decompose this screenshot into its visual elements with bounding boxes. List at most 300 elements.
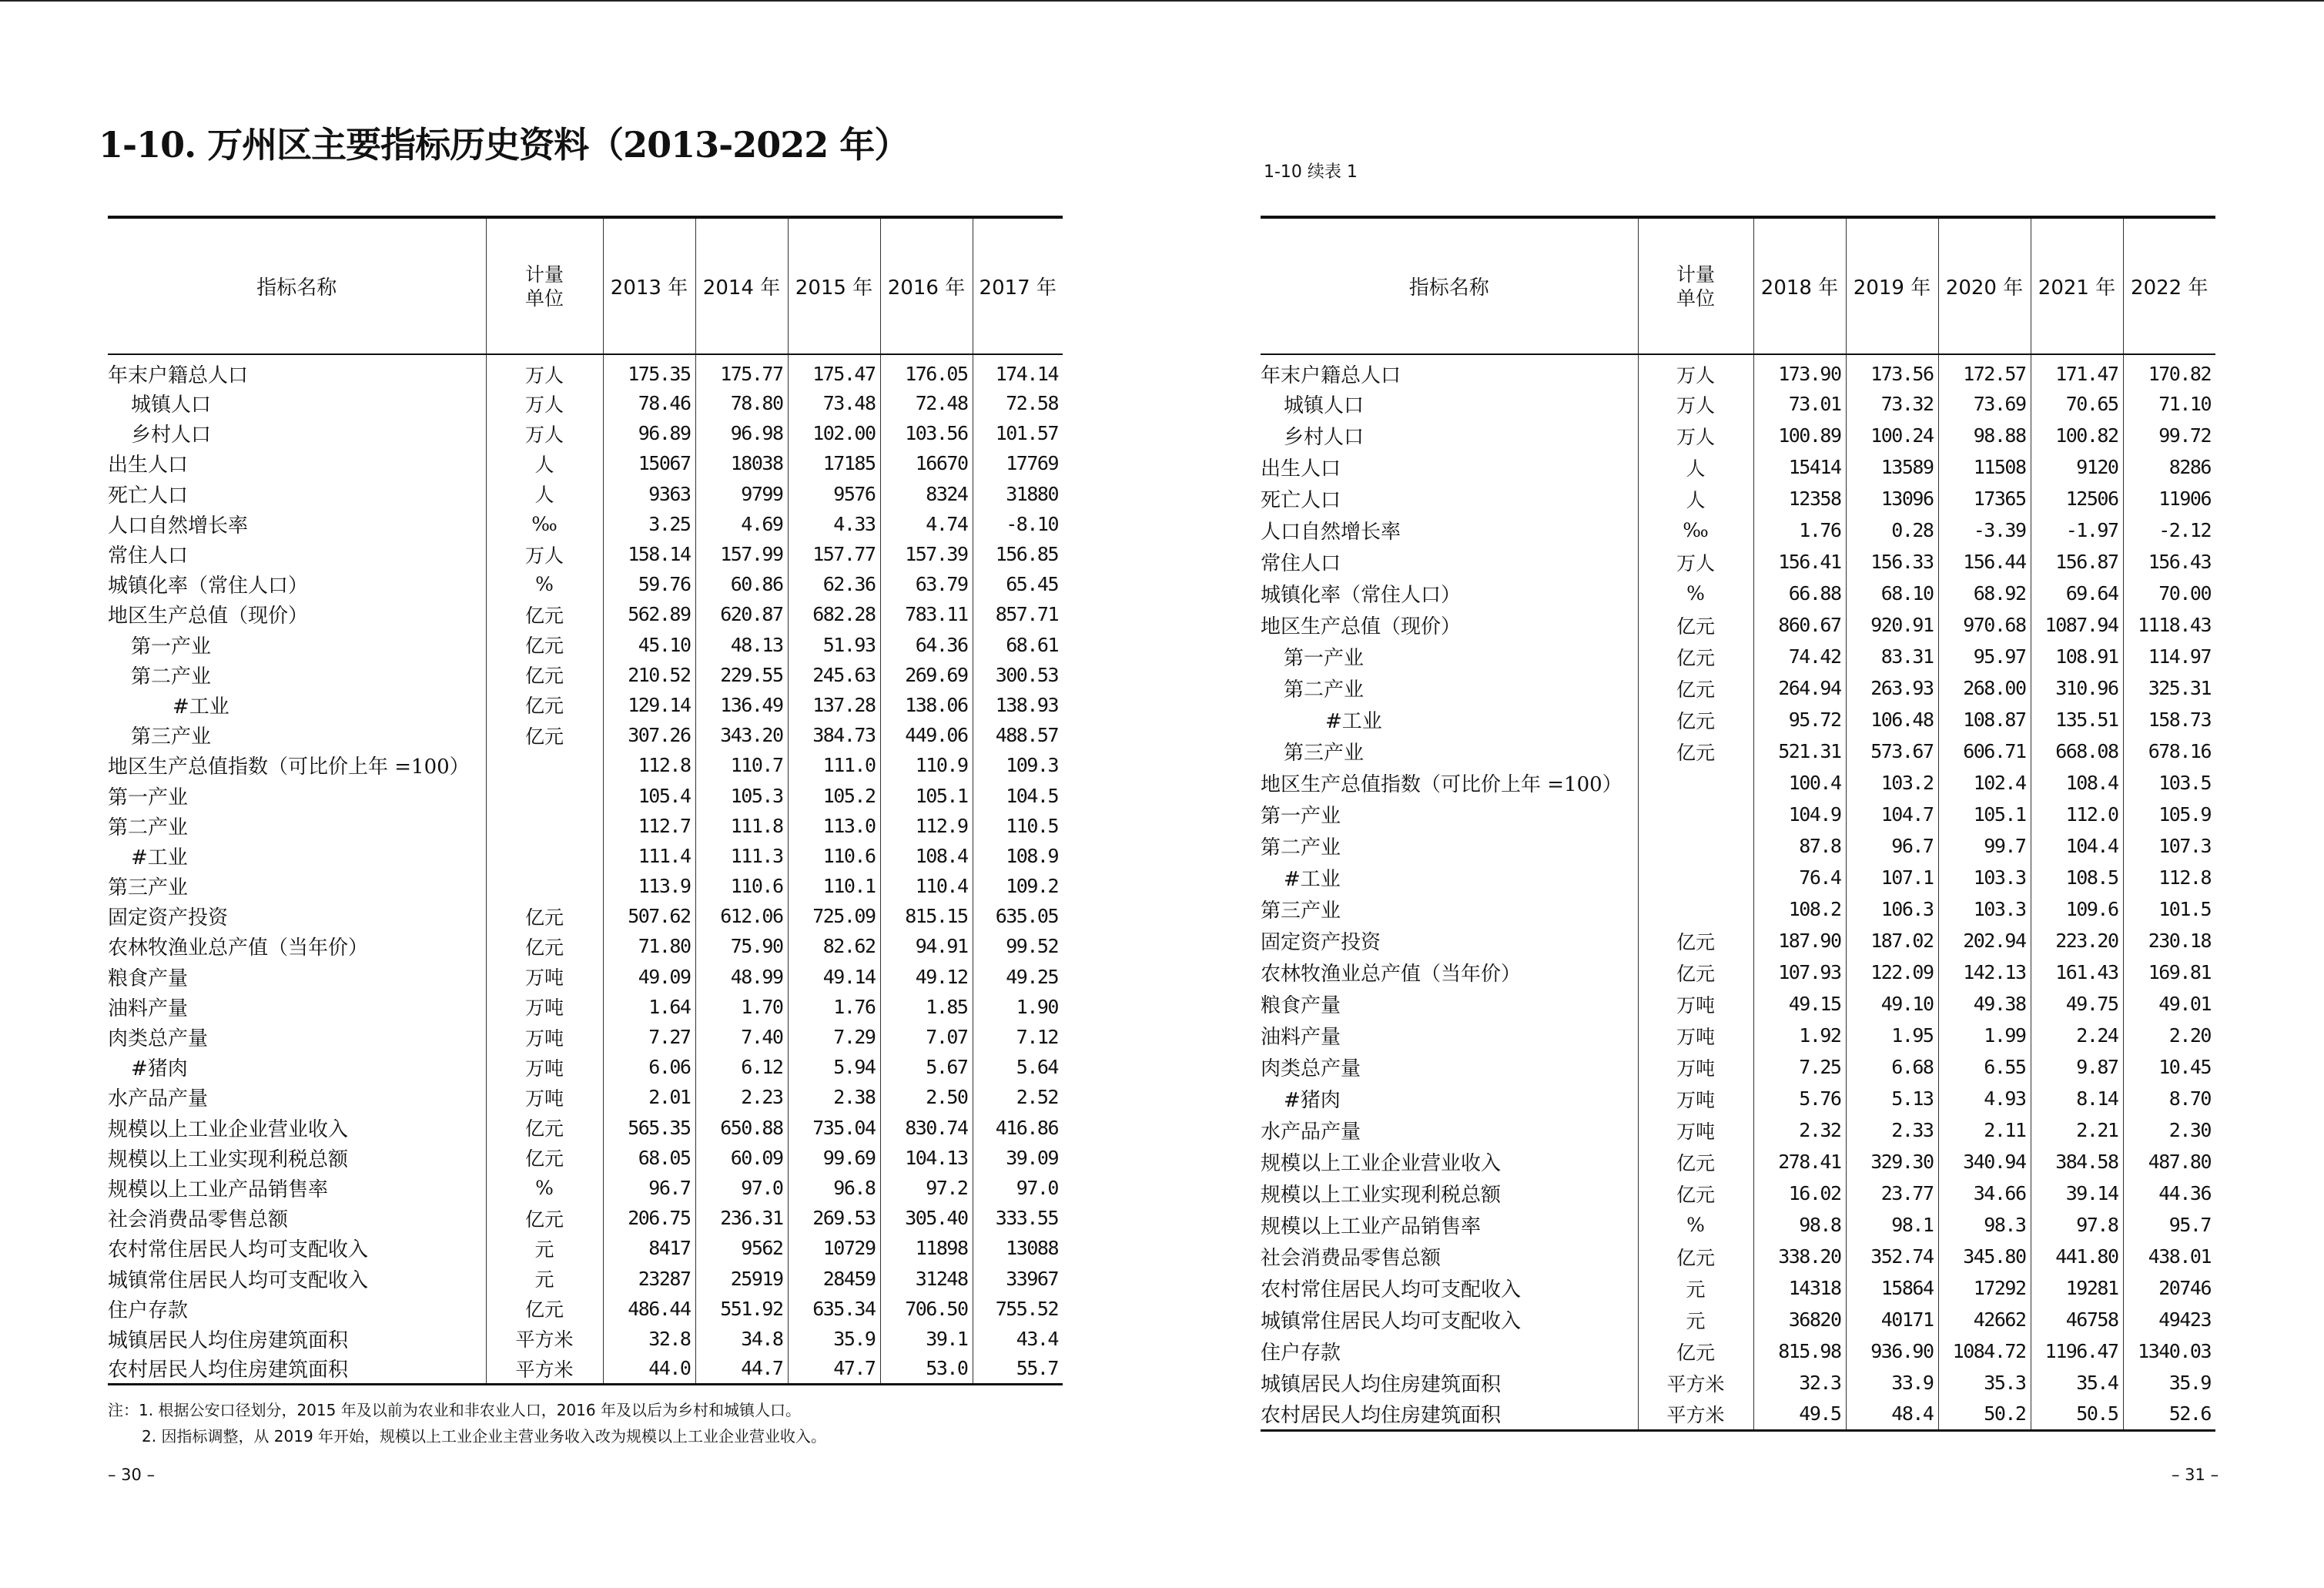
unit-cell: 亿元 bbox=[1638, 641, 1753, 672]
value-cell: 103.5 bbox=[2123, 767, 2215, 799]
value-cell: 108.4 bbox=[2031, 767, 2123, 799]
indicator-name: 规模以上工业企业营业收入 bbox=[1261, 1152, 1502, 1175]
indicator-name: #工业 bbox=[172, 695, 229, 719]
value-cell: 106.48 bbox=[1846, 704, 1938, 735]
value-cell: 105.1 bbox=[1938, 799, 2031, 830]
value-cell: 42662 bbox=[1938, 1304, 2031, 1335]
indicator-name: 第二产业 bbox=[131, 665, 212, 688]
value-cell: 307.26 bbox=[603, 720, 695, 750]
value-cell: 1.76 bbox=[788, 992, 880, 1022]
unit-cell bbox=[486, 871, 603, 901]
value-cell: 108.5 bbox=[2031, 862, 2123, 893]
value-cell: 1196.47 bbox=[2031, 1335, 2123, 1367]
value-cell: 920.91 bbox=[1846, 609, 1938, 641]
value-cell: 735.04 bbox=[788, 1113, 880, 1143]
indicator-name: 人口自然增长率 bbox=[108, 514, 249, 538]
value-cell: 60.86 bbox=[695, 569, 788, 599]
right-table-body bbox=[1261, 354, 2215, 1430]
table-row bbox=[108, 388, 1063, 418]
value-cell: 35.9 bbox=[788, 1324, 880, 1354]
value-cell: 111.3 bbox=[695, 841, 788, 871]
value-cell: 48.99 bbox=[695, 962, 788, 992]
indicator-name: 第三产业 bbox=[1284, 742, 1365, 765]
value-cell: -1.97 bbox=[2031, 514, 2123, 546]
indicator-name: 第一产业 bbox=[108, 786, 189, 809]
value-cell: 138.93 bbox=[973, 690, 1063, 720]
value-cell: -2.12 bbox=[2123, 514, 2215, 546]
table-row bbox=[1261, 988, 2215, 1020]
value-cell: 176.05 bbox=[880, 354, 973, 388]
header-year: 2013 年 bbox=[603, 217, 695, 354]
value-cell: 6.68 bbox=[1846, 1051, 1938, 1083]
value-cell: 158.73 bbox=[2123, 704, 2215, 735]
value-cell: 122.09 bbox=[1846, 956, 1938, 988]
value-cell: 108.2 bbox=[1753, 893, 1846, 925]
value-cell: 48.4 bbox=[1846, 1399, 1938, 1430]
value-cell: 305.40 bbox=[880, 1203, 973, 1233]
indicator-name: 出生人口 bbox=[1261, 457, 1341, 481]
value-cell: 1340.03 bbox=[2123, 1335, 2215, 1367]
unit-cell: 亿元 bbox=[486, 931, 603, 961]
value-cell: 99.69 bbox=[788, 1143, 880, 1173]
indicator-name: #工业 bbox=[1325, 710, 1382, 733]
value-cell: 14318 bbox=[1753, 1272, 1846, 1304]
indicator-name: 城镇常住居民人均可支配收入 bbox=[108, 1268, 369, 1292]
value-cell: 229.55 bbox=[695, 660, 788, 690]
value-cell: 1.90 bbox=[973, 992, 1063, 1022]
table-row bbox=[108, 418, 1063, 448]
unit-cell: 元 bbox=[486, 1233, 603, 1263]
header-year: 2015 年 bbox=[788, 217, 880, 354]
value-cell: 49.10 bbox=[1846, 988, 1938, 1020]
indicator-name: 社会消费品零售总额 bbox=[1261, 1247, 1442, 1270]
value-cell: 64.36 bbox=[880, 630, 973, 660]
value-cell: 11906 bbox=[2123, 483, 2215, 514]
value-cell: 783.11 bbox=[880, 599, 973, 629]
value-cell: 100.24 bbox=[1846, 420, 1938, 451]
indicator-name: 常住人口 bbox=[1261, 552, 1341, 575]
unit-cell: % bbox=[1638, 578, 1753, 609]
table-row bbox=[1261, 767, 2215, 799]
value-cell: 137.28 bbox=[788, 690, 880, 720]
indicator-name: 农林牧渔业总产值（当年价） bbox=[108, 936, 369, 960]
value-cell: 100.4 bbox=[1753, 767, 1846, 799]
value-cell: 488.57 bbox=[973, 720, 1063, 750]
value-cell: 2.23 bbox=[695, 1082, 788, 1112]
unit-cell: 人 bbox=[486, 448, 603, 478]
indicator-name: 城镇常住居民人均可支配收入 bbox=[1261, 1310, 1522, 1333]
header-unit-line2: 单位 bbox=[1676, 286, 1715, 310]
value-cell: 2.21 bbox=[2031, 1114, 2123, 1146]
unit-cell: % bbox=[1638, 1209, 1753, 1241]
value-cell: 135.51 bbox=[2031, 704, 2123, 735]
table-row bbox=[1261, 1209, 2215, 1241]
value-cell: 5.76 bbox=[1753, 1083, 1846, 1114]
value-cell: 49.5 bbox=[1753, 1399, 1846, 1430]
value-cell: 43.4 bbox=[973, 1324, 1063, 1354]
value-cell: 73.69 bbox=[1938, 388, 2031, 420]
value-cell: 310.96 bbox=[2031, 672, 2123, 704]
value-cell: 17185 bbox=[788, 448, 880, 478]
value-cell: 105.3 bbox=[695, 780, 788, 810]
value-cell: 487.80 bbox=[2123, 1146, 2215, 1178]
table-row bbox=[1261, 1146, 2215, 1178]
top-border-rule bbox=[0, 0, 2324, 2]
unit-cell: 平方米 bbox=[1638, 1399, 1753, 1430]
footnote-1: 注：1. 根据公安口径划分，2015 年及以前为农业和非农业人口，2016 年及以后为乡村和城镇人口。 bbox=[108, 1401, 801, 1419]
value-cell: 68.10 bbox=[1846, 578, 1938, 609]
value-cell: 635.34 bbox=[788, 1294, 880, 1324]
table-row bbox=[108, 660, 1063, 690]
indicator-name: 第一产业 bbox=[1284, 647, 1365, 670]
value-cell: 97.2 bbox=[880, 1173, 973, 1203]
value-cell: 98.88 bbox=[1938, 420, 2031, 451]
unit-cell bbox=[1638, 830, 1753, 862]
table-row bbox=[1261, 1051, 2215, 1083]
table-row bbox=[108, 811, 1063, 841]
value-cell: 11508 bbox=[1938, 451, 2031, 483]
value-cell: 44.36 bbox=[2123, 1178, 2215, 1209]
value-cell: 8324 bbox=[880, 479, 973, 509]
unit-cell: 亿元 bbox=[1638, 1178, 1753, 1209]
table-row bbox=[108, 750, 1063, 780]
indicator-name: 死亡人口 bbox=[108, 484, 189, 508]
value-cell: 8.70 bbox=[2123, 1083, 2215, 1114]
table-row bbox=[1261, 956, 2215, 988]
table-row bbox=[1261, 514, 2215, 546]
indicator-name: 第二产业 bbox=[1261, 836, 1341, 859]
value-cell: 1.85 bbox=[880, 992, 973, 1022]
unit-cell: 平方米 bbox=[486, 1324, 603, 1354]
value-cell: 113.9 bbox=[603, 871, 695, 901]
footnote-2: 2. 因指标调整，从 2019 年开始，规模以上工业企业主营业务收入改为规模以上工业企业营业收入。 bbox=[142, 1427, 827, 1446]
value-cell: 263.93 bbox=[1846, 672, 1938, 704]
value-cell: 49.14 bbox=[788, 962, 880, 992]
value-cell: 573.67 bbox=[1846, 735, 1938, 767]
value-cell: 13088 bbox=[973, 1233, 1063, 1263]
table-row bbox=[1261, 1020, 2215, 1051]
value-cell: 35.3 bbox=[1938, 1367, 2031, 1399]
value-cell: 7.29 bbox=[788, 1022, 880, 1052]
value-cell: 606.71 bbox=[1938, 735, 2031, 767]
value-cell: 96.98 bbox=[695, 418, 788, 448]
table-row bbox=[108, 931, 1063, 961]
value-cell: 39.14 bbox=[2031, 1178, 2123, 1209]
value-cell: 96.7 bbox=[603, 1173, 695, 1203]
header-year: 2021 年 bbox=[2031, 217, 2123, 354]
value-cell: -3.39 bbox=[1938, 514, 2031, 546]
table-row bbox=[108, 720, 1063, 750]
unit-cell: 万吨 bbox=[1638, 988, 1753, 1020]
unit-cell: 亿元 bbox=[486, 720, 603, 750]
value-cell: 49.01 bbox=[2123, 988, 2215, 1020]
value-cell: 95.72 bbox=[1753, 704, 1846, 735]
value-cell: 96.7 bbox=[1846, 830, 1938, 862]
value-cell: 635.05 bbox=[973, 901, 1063, 931]
indicator-name: 规模以上工业产品销售率 bbox=[108, 1178, 329, 1201]
value-cell: 19281 bbox=[2031, 1272, 2123, 1304]
unit-cell: 元 bbox=[1638, 1304, 1753, 1335]
unit-cell: 亿元 bbox=[1638, 704, 1753, 735]
value-cell: 110.6 bbox=[695, 871, 788, 901]
value-cell: 108.91 bbox=[2031, 641, 2123, 672]
unit-cell: 万吨 bbox=[486, 1052, 603, 1082]
value-cell: 12358 bbox=[1753, 483, 1846, 514]
indicator-name: 固定资产投资 bbox=[108, 906, 229, 930]
value-cell: 96.8 bbox=[788, 1173, 880, 1203]
value-cell: 40171 bbox=[1846, 1304, 1938, 1335]
table-row bbox=[108, 1233, 1063, 1263]
value-cell: 108.87 bbox=[1938, 704, 2031, 735]
value-cell: 100.82 bbox=[2031, 420, 2123, 451]
value-cell: 2.11 bbox=[1938, 1114, 2031, 1146]
value-cell: 78.46 bbox=[603, 388, 695, 418]
table-row bbox=[1261, 483, 2215, 514]
indicator-name: 农村常住居民人均可支配收入 bbox=[108, 1238, 369, 1262]
value-cell: 138.06 bbox=[880, 690, 973, 720]
indicator-name: 肉类总产量 bbox=[1261, 1057, 1361, 1080]
table-row bbox=[108, 1354, 1063, 1384]
indicator-name: 住户存款 bbox=[1261, 1342, 1341, 1365]
unit-cell: 亿元 bbox=[1638, 956, 1753, 988]
value-cell: 10729 bbox=[788, 1233, 880, 1263]
unit-cell: 万吨 bbox=[1638, 1051, 1753, 1083]
value-cell: 65.45 bbox=[973, 569, 1063, 599]
value-cell: 110.1 bbox=[788, 871, 880, 901]
table-row bbox=[1261, 420, 2215, 451]
value-cell: 236.31 bbox=[695, 1203, 788, 1233]
value-cell: -8.10 bbox=[973, 509, 1063, 539]
value-cell: 102.00 bbox=[788, 418, 880, 448]
value-cell: 44.7 bbox=[695, 1354, 788, 1384]
value-cell: 156.41 bbox=[1753, 546, 1846, 578]
indicator-name: 城镇化率（常住人口） bbox=[1261, 584, 1462, 607]
unit-cell: 万人 bbox=[1638, 354, 1753, 388]
table-row bbox=[1261, 1367, 2215, 1399]
value-cell: 50.5 bbox=[2031, 1399, 2123, 1430]
unit-cell: 亿元 bbox=[1638, 1241, 1753, 1272]
value-cell: 17292 bbox=[1938, 1272, 2031, 1304]
header-year: 2018 年 bbox=[1753, 217, 1846, 354]
indicator-name: 农林牧渔业总产值（当年价） bbox=[1261, 963, 1522, 986]
value-cell: 110.4 bbox=[880, 871, 973, 901]
table-row bbox=[108, 962, 1063, 992]
unit-cell: 亿元 bbox=[486, 690, 603, 720]
unit-cell: 万人 bbox=[486, 354, 603, 388]
indicator-name: 肉类总产量 bbox=[108, 1027, 209, 1051]
indicator-name: 常住人口 bbox=[108, 544, 189, 568]
value-cell: 9.87 bbox=[2031, 1051, 2123, 1083]
footnotes bbox=[108, 1397, 826, 1449]
value-cell: 39.09 bbox=[973, 1143, 1063, 1173]
value-cell: 35.4 bbox=[2031, 1367, 2123, 1399]
header-year: 2016 年 bbox=[880, 217, 973, 354]
value-cell: 5.13 bbox=[1846, 1083, 1938, 1114]
unit-cell: 亿元 bbox=[486, 901, 603, 931]
value-cell: 156.85 bbox=[973, 539, 1063, 569]
right-table-header-row bbox=[1261, 217, 2215, 354]
table-row bbox=[1261, 641, 2215, 672]
value-cell: 416.86 bbox=[973, 1113, 1063, 1143]
table-row bbox=[108, 1173, 1063, 1203]
unit-cell: 万人 bbox=[486, 388, 603, 418]
unit-cell bbox=[486, 841, 603, 871]
indicator-name: 规模以上工业企业营业收入 bbox=[108, 1117, 349, 1141]
value-cell: 33967 bbox=[973, 1263, 1063, 1293]
left-indicator-table bbox=[108, 216, 1063, 1385]
table-row bbox=[108, 1143, 1063, 1173]
left-table-header-row bbox=[108, 217, 1063, 354]
header-year: 2019 年 bbox=[1846, 217, 1938, 354]
indicator-name: 第三产业 bbox=[108, 876, 189, 900]
table-row bbox=[1261, 451, 2215, 483]
table-row bbox=[108, 1022, 1063, 1052]
unit-cell bbox=[1638, 799, 1753, 830]
value-cell: 668.08 bbox=[2031, 735, 2123, 767]
value-cell: 1.92 bbox=[1753, 1020, 1846, 1051]
value-cell: 860.67 bbox=[1753, 609, 1846, 641]
value-cell: 507.62 bbox=[603, 901, 695, 931]
value-cell: 101.57 bbox=[973, 418, 1063, 448]
value-cell: 333.55 bbox=[973, 1203, 1063, 1233]
value-cell: 9576 bbox=[788, 479, 880, 509]
value-cell: 35.9 bbox=[2123, 1367, 2215, 1399]
table-row bbox=[108, 599, 1063, 629]
value-cell: 9363 bbox=[603, 479, 695, 509]
value-cell: 113.0 bbox=[788, 811, 880, 841]
value-cell: 175.35 bbox=[603, 354, 695, 388]
value-cell: 55.7 bbox=[973, 1354, 1063, 1384]
value-cell: 105.4 bbox=[603, 780, 695, 810]
table-row bbox=[108, 871, 1063, 901]
continuation-subtitle: 1-10 续表 1 bbox=[1264, 162, 1358, 182]
value-cell: 6.12 bbox=[695, 1052, 788, 1082]
value-cell: 110.5 bbox=[973, 811, 1063, 841]
value-cell: 174.14 bbox=[973, 354, 1063, 388]
value-cell: 48.13 bbox=[695, 630, 788, 660]
indicator-name: 地区生产总值指数（可比价上年 =100） bbox=[1261, 773, 1622, 796]
value-cell: 1.76 bbox=[1753, 514, 1846, 546]
value-cell: 39.1 bbox=[880, 1324, 973, 1354]
value-cell: 16670 bbox=[880, 448, 973, 478]
value-cell: 112.7 bbox=[603, 811, 695, 841]
value-cell: 1087.94 bbox=[2031, 609, 2123, 641]
value-cell: 0.28 bbox=[1846, 514, 1938, 546]
page-number-right: – 31 – bbox=[2172, 1466, 2219, 1484]
unit-cell: 万吨 bbox=[1638, 1020, 1753, 1051]
value-cell: 4.74 bbox=[880, 509, 973, 539]
value-cell: 173.56 bbox=[1846, 354, 1938, 388]
table-row bbox=[1261, 1241, 2215, 1272]
value-cell: 175.47 bbox=[788, 354, 880, 388]
value-cell: 15414 bbox=[1753, 451, 1846, 483]
table-row bbox=[1261, 799, 2215, 830]
value-cell: 107.93 bbox=[1753, 956, 1846, 988]
table-row bbox=[108, 901, 1063, 931]
unit-cell: 人 bbox=[1638, 451, 1753, 483]
value-cell: 103.56 bbox=[880, 418, 973, 448]
value-cell: 173.90 bbox=[1753, 354, 1846, 388]
value-cell: 5.64 bbox=[973, 1052, 1063, 1082]
value-cell: 97.0 bbox=[695, 1173, 788, 1203]
value-cell: 71.80 bbox=[603, 931, 695, 961]
value-cell: 70.00 bbox=[2123, 578, 2215, 609]
value-cell: 104.5 bbox=[973, 780, 1063, 810]
indicator-name: 规模以上工业实现利税总额 bbox=[108, 1147, 349, 1171]
value-cell: 4.69 bbox=[695, 509, 788, 539]
table-row bbox=[108, 1263, 1063, 1293]
value-cell: 70.65 bbox=[2031, 388, 2123, 420]
indicator-name: 第一产业 bbox=[131, 635, 212, 658]
table-row bbox=[1261, 1114, 2215, 1146]
indicator-name: 城镇人口 bbox=[1284, 394, 1365, 417]
unit-cell: 人 bbox=[1638, 483, 1753, 514]
value-cell: 110.9 bbox=[880, 750, 973, 780]
table-row bbox=[108, 780, 1063, 810]
value-cell: 3.25 bbox=[603, 509, 695, 539]
value-cell: 441.80 bbox=[2031, 1241, 2123, 1272]
value-cell: 157.99 bbox=[695, 539, 788, 569]
value-cell: 970.68 bbox=[1938, 609, 2031, 641]
unit-cell: 万吨 bbox=[486, 1082, 603, 1112]
value-cell: 76.4 bbox=[1753, 862, 1846, 893]
table-row bbox=[108, 354, 1063, 388]
value-cell: 158.14 bbox=[603, 539, 695, 569]
value-cell: 325.31 bbox=[2123, 672, 2215, 704]
value-cell: 2.38 bbox=[788, 1082, 880, 1112]
unit-cell: 万人 bbox=[486, 418, 603, 448]
value-cell: 678.16 bbox=[2123, 735, 2215, 767]
unit-cell: 亿元 bbox=[1638, 735, 1753, 767]
value-cell: 449.06 bbox=[880, 720, 973, 750]
header-unit-line1: 计量 bbox=[524, 263, 564, 286]
value-cell: 104.9 bbox=[1753, 799, 1846, 830]
value-cell: 815.15 bbox=[880, 901, 973, 931]
value-cell: 52.6 bbox=[2123, 1399, 2215, 1430]
value-cell: 44.0 bbox=[603, 1354, 695, 1384]
value-cell: 2.32 bbox=[1753, 1114, 1846, 1146]
indicator-name: 第一产业 bbox=[1261, 805, 1341, 828]
unit-cell: 万人 bbox=[1638, 388, 1753, 420]
value-cell: 49423 bbox=[2123, 1304, 2215, 1335]
value-cell: 682.28 bbox=[788, 599, 880, 629]
value-cell: 156.33 bbox=[1846, 546, 1938, 578]
unit-cell: 亿元 bbox=[1638, 1146, 1753, 1178]
value-cell: 25919 bbox=[695, 1263, 788, 1293]
value-cell: 278.41 bbox=[1753, 1146, 1846, 1178]
value-cell: 49.25 bbox=[973, 962, 1063, 992]
indicator-name: 第二产业 bbox=[1284, 678, 1365, 702]
value-cell: 157.77 bbox=[788, 539, 880, 569]
table-row bbox=[1261, 704, 2215, 735]
indicator-name: 粮食产量 bbox=[108, 967, 189, 990]
value-cell: 438.01 bbox=[2123, 1241, 2215, 1272]
value-cell: 8417 bbox=[603, 1233, 695, 1263]
value-cell: 12506 bbox=[2031, 483, 2123, 514]
indicator-name: 第三产业 bbox=[1261, 900, 1341, 923]
value-cell: 103.3 bbox=[1938, 862, 2031, 893]
table-row bbox=[1261, 1399, 2215, 1430]
value-cell: 210.52 bbox=[603, 660, 695, 690]
table-row bbox=[1261, 1335, 2215, 1367]
value-cell: 245.63 bbox=[788, 660, 880, 690]
value-cell: 4.93 bbox=[1938, 1083, 2031, 1114]
header-year: 2014 年 bbox=[695, 217, 788, 354]
value-cell: 8286 bbox=[2123, 451, 2215, 483]
value-cell: 105.9 bbox=[2123, 799, 2215, 830]
table-row bbox=[108, 690, 1063, 720]
indicator-name: 固定资产投资 bbox=[1261, 931, 1381, 954]
